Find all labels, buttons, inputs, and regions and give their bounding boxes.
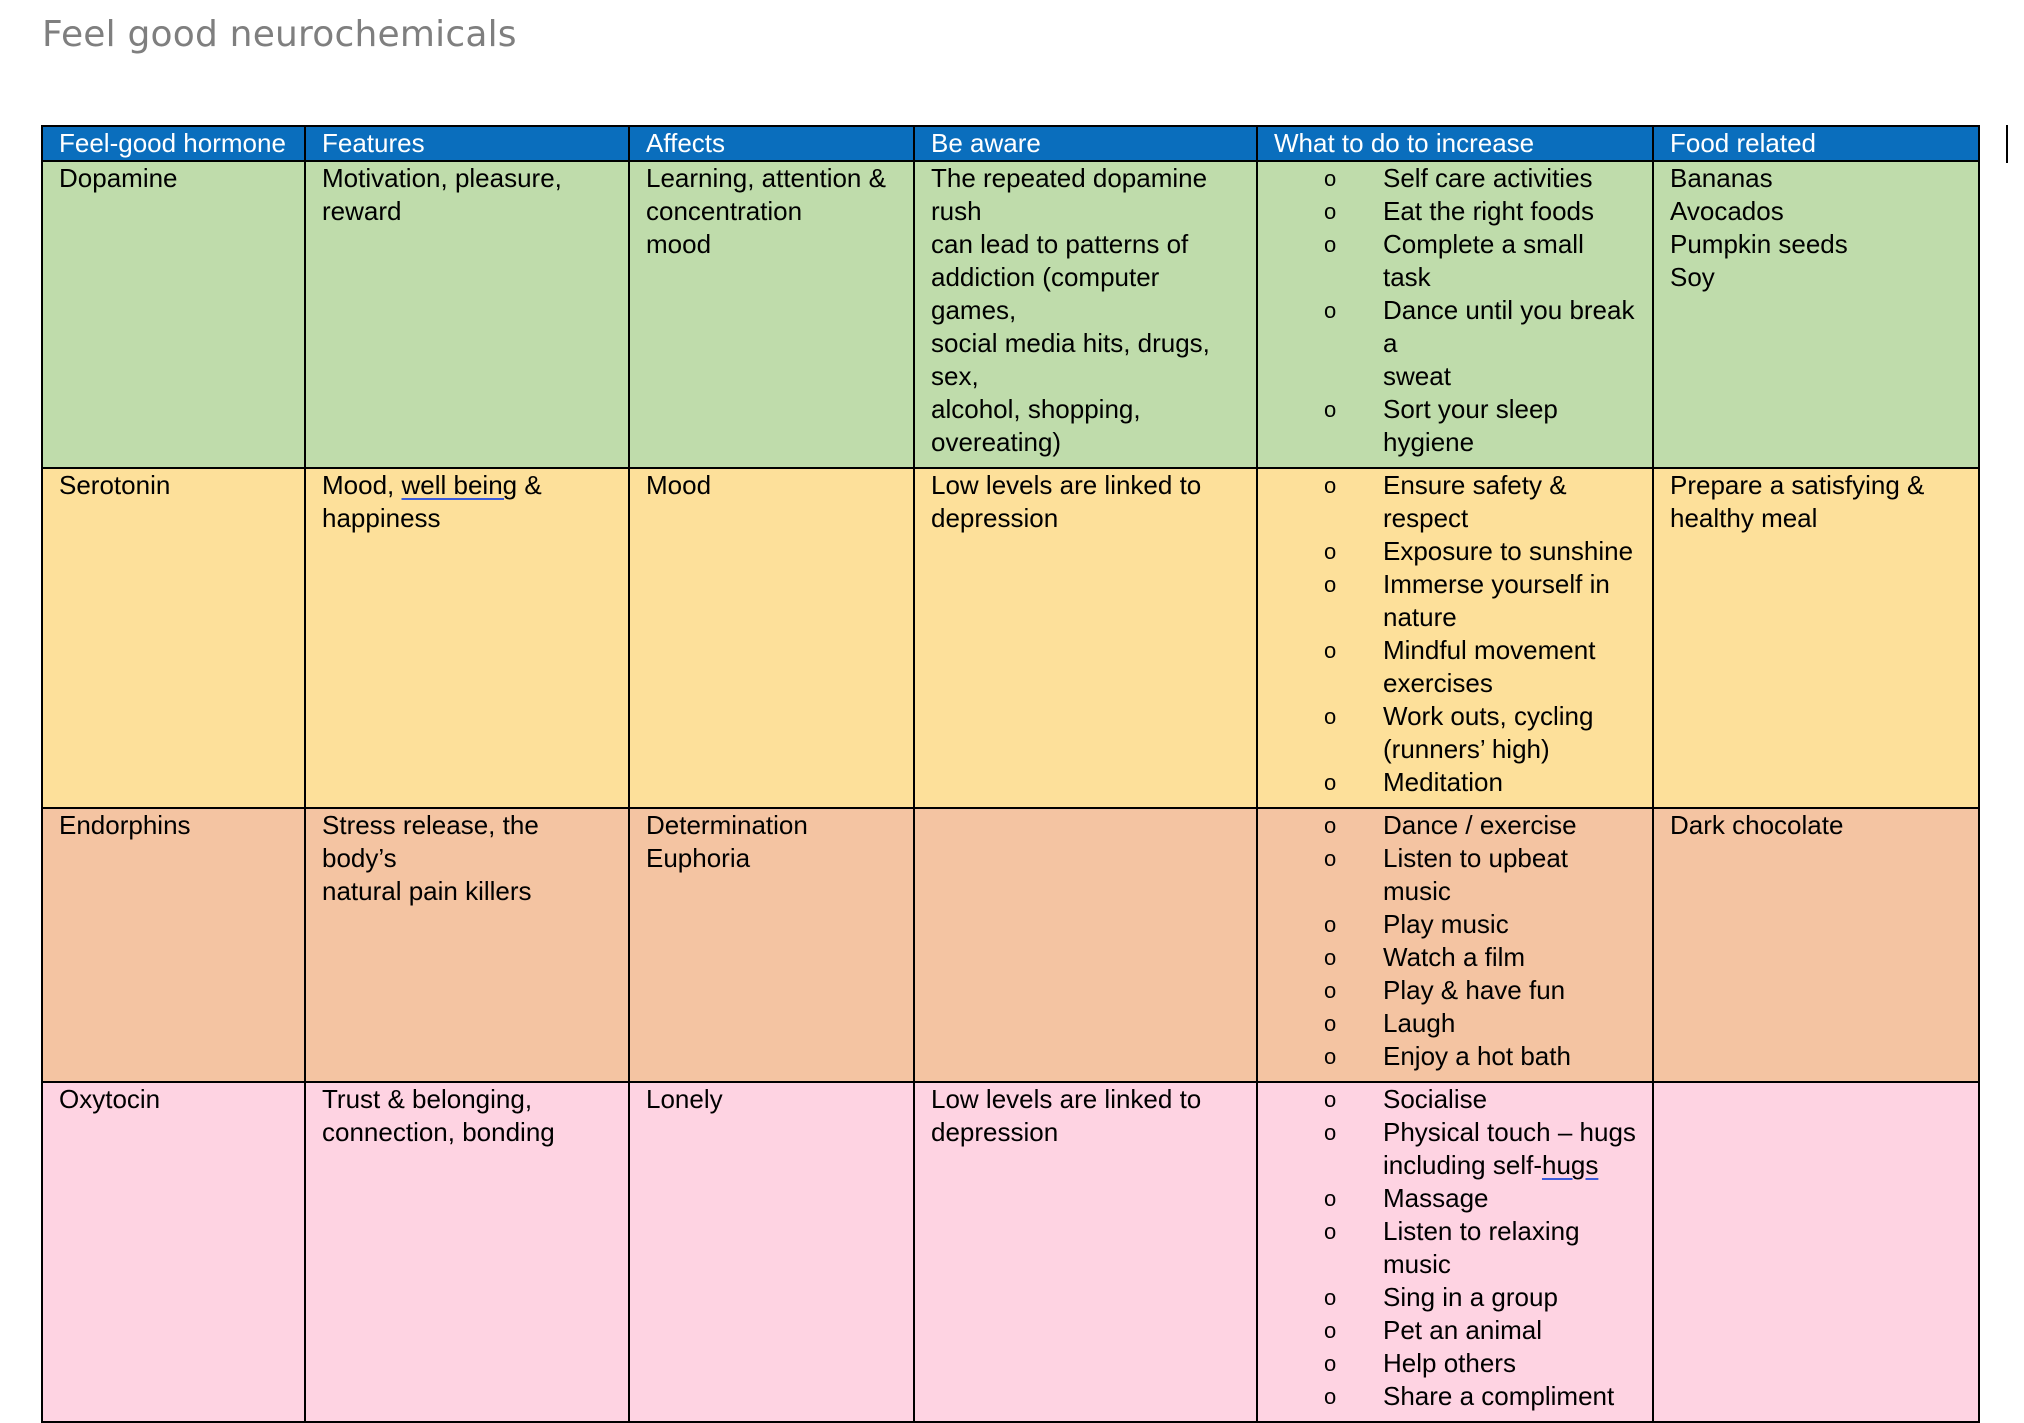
text-line: depression — [931, 1117, 1059, 1147]
text-line: Low levels are linked to — [931, 1084, 1202, 1114]
text-fragment: & — [517, 470, 542, 500]
header-increase: What to do to increase — [1257, 126, 1653, 161]
text-line: Bananas — [1670, 163, 1773, 193]
list-item — [1274, 1040, 1638, 1073]
text-fragment: Mood, — [322, 470, 402, 500]
cell-food — [1653, 468, 1979, 808]
text-line: Work outs, cycling — [1383, 701, 1594, 731]
list-item — [1274, 634, 1638, 700]
text-line: Help others — [1383, 1348, 1516, 1378]
text-line: can lead to patterns of — [931, 229, 1189, 259]
circle-bullet-icon: o — [1324, 298, 1337, 323]
list-item — [1274, 1215, 1638, 1281]
text-line: nature — [1383, 602, 1457, 632]
circle-bullet-icon: o — [1324, 539, 1337, 564]
cell-increase — [1257, 161, 1653, 468]
circle-bullet-icon: o — [1324, 1186, 1337, 1211]
text-line: Mood — [646, 470, 712, 500]
list-item — [1274, 842, 1638, 908]
text-line: Prepare a satisfying & — [1670, 470, 1925, 500]
text-line: social media hits, drugs, sex, — [931, 328, 1210, 391]
spellcheck-underlined-text: well being — [401, 470, 518, 500]
table-row-serotonin — [42, 468, 1979, 808]
hormone-name: Endorphins — [59, 810, 191, 840]
cell-be-aware — [914, 161, 1257, 468]
circle-bullet-icon: o — [1324, 813, 1337, 838]
text-line: Self care activities — [1383, 163, 1593, 193]
cell-be-aware — [914, 1082, 1257, 1422]
cell-affects — [629, 468, 914, 808]
text-line: Meditation — [1383, 767, 1503, 797]
text-line: mood — [646, 229, 712, 259]
list-item — [1274, 228, 1638, 294]
text-fragment: including self- — [1383, 1150, 1542, 1180]
cell-food — [1653, 1082, 1979, 1422]
circle-bullet-icon: o — [1324, 1011, 1337, 1036]
circle-bullet-icon: o — [1324, 704, 1337, 729]
text-line: Trust & belonging, — [322, 1084, 533, 1114]
list-item — [1274, 162, 1638, 195]
circle-bullet-icon: o — [1324, 473, 1337, 498]
cell-increase — [1257, 1082, 1653, 1422]
circle-bullet-icon: o — [1324, 945, 1337, 970]
list-item — [1274, 1116, 1638, 1182]
header-features: Features — [305, 126, 629, 161]
text-line: addiction (computer games, — [931, 262, 1160, 325]
text-line: Euphoria — [646, 843, 751, 873]
cell-increase — [1257, 468, 1653, 808]
header-affects: Affects — [629, 126, 914, 161]
circle-bullet-icon: o — [1324, 846, 1337, 871]
list-item — [1274, 568, 1638, 634]
text-line: Dance / exercise — [1383, 810, 1577, 840]
increase-list — [1274, 162, 1638, 459]
hormone-name: Oxytocin — [59, 1084, 161, 1114]
text-line: Motivation, pleasure, — [322, 163, 562, 193]
text-line: Soy — [1670, 262, 1715, 292]
list-item — [1274, 393, 1638, 459]
list-item — [1274, 809, 1638, 842]
circle-bullet-icon: o — [1324, 1120, 1337, 1145]
list-item — [1274, 1314, 1638, 1347]
neurochemicals-table — [41, 125, 1980, 1423]
list-item — [1274, 974, 1638, 1007]
text-line: Dark chocolate — [1670, 810, 1844, 840]
cell-food — [1653, 808, 1979, 1082]
header-food: Food related — [1653, 126, 1979, 161]
text-line: connection, bonding — [322, 1117, 555, 1147]
list-item — [1274, 941, 1638, 974]
text-line: Mindful movement — [1383, 635, 1596, 665]
text-line: Enjoy a hot bath — [1383, 1041, 1571, 1071]
text-line: Complete a small task — [1383, 229, 1584, 292]
list-item — [1274, 294, 1638, 393]
text-line: Dance until you break a — [1383, 295, 1635, 358]
text-cursor — [2006, 125, 2008, 163]
increase-list — [1274, 1083, 1638, 1413]
circle-bullet-icon: o — [1324, 1219, 1337, 1244]
text-line: Exposure to sunshine — [1383, 536, 1634, 566]
cell-food — [1653, 161, 1979, 468]
text-line: natural pain killers — [322, 876, 532, 906]
circle-bullet-icon: o — [1324, 978, 1337, 1003]
circle-bullet-icon: o — [1324, 166, 1337, 191]
text-line: happiness — [322, 503, 441, 533]
text-line: alcohol, shopping, overeating) — [931, 394, 1141, 457]
cell-affects — [629, 808, 914, 1082]
cell-increase — [1257, 808, 1653, 1082]
circle-bullet-icon: o — [1324, 1384, 1337, 1409]
cell-hormone — [42, 808, 305, 1082]
text-line: Determination — [646, 810, 808, 840]
cell-features — [305, 808, 629, 1082]
circle-bullet-icon: o — [1324, 638, 1337, 663]
text-line: Share a compliment — [1383, 1381, 1615, 1411]
cell-hormone — [42, 161, 305, 468]
cell-be-aware — [914, 808, 1257, 1082]
table-row-endorphins — [42, 808, 1979, 1082]
text-line: Socialise — [1383, 1084, 1488, 1114]
increase-list — [1274, 469, 1638, 799]
cell-hormone — [42, 468, 305, 808]
cell-be-aware — [914, 468, 1257, 808]
spellcheck-underlined-text: hugs — [1541, 1150, 1599, 1180]
circle-bullet-icon: o — [1324, 232, 1337, 257]
text-line: Avocados — [1670, 196, 1784, 226]
text-line: Play music — [1383, 909, 1509, 939]
circle-bullet-icon: o — [1324, 397, 1337, 422]
list-item — [1274, 700, 1638, 766]
table-row-oxytocin — [42, 1082, 1979, 1422]
list-item — [1274, 766, 1638, 799]
text-line: Immerse yourself in — [1383, 569, 1610, 599]
list-item — [1274, 908, 1638, 941]
circle-bullet-icon: o — [1324, 1351, 1337, 1376]
text-line — [1383, 1149, 1638, 1182]
increase-list — [1274, 809, 1638, 1073]
list-item — [1274, 1182, 1638, 1215]
text-line: Play & have fun — [1383, 975, 1566, 1005]
text-line: Learning, attention & — [646, 163, 886, 193]
list-item — [1274, 1380, 1638, 1413]
header-hormone: Feel-good hormone — [42, 126, 305, 161]
list-item — [1274, 535, 1638, 568]
hormone-name: Serotonin — [59, 470, 171, 500]
table-header-row — [42, 126, 1979, 161]
hormone-name: Dopamine — [59, 163, 178, 193]
circle-bullet-icon: o — [1324, 912, 1337, 937]
text-line: The repeated dopamine rush — [931, 163, 1208, 226]
circle-bullet-icon: o — [1324, 1087, 1337, 1112]
text-line: Eat the right foods — [1383, 196, 1595, 226]
list-item — [1274, 1083, 1638, 1116]
cell-affects — [629, 1082, 914, 1422]
cell-affects — [629, 161, 914, 468]
text-line: Lonely — [646, 1084, 723, 1114]
list-item — [1274, 1007, 1638, 1040]
text-line: Ensure safety & respect — [1383, 470, 1567, 533]
list-item — [1274, 469, 1638, 535]
text-line: Stress release, the body’s — [322, 810, 539, 873]
circle-bullet-icon: o — [1324, 770, 1337, 795]
text-line: Sing in a group — [1383, 1282, 1558, 1312]
text-line: Laugh — [1383, 1008, 1456, 1038]
table-row-dopamine — [42, 161, 1979, 468]
text-line: Sort your sleep hygiene — [1383, 394, 1558, 457]
text-line: exercises — [1383, 668, 1493, 698]
text-line: Low levels are linked to — [931, 470, 1202, 500]
text-line: Listen to upbeat music — [1383, 843, 1569, 906]
cell-features — [305, 468, 629, 808]
cell-features — [305, 161, 629, 468]
text-line: reward — [322, 196, 402, 226]
list-item — [1274, 1281, 1638, 1314]
text-line: sweat — [1383, 361, 1451, 391]
page-title: Feel good neurochemicals — [42, 14, 517, 55]
header-be-aware: Be aware — [914, 126, 1257, 161]
circle-bullet-icon: o — [1324, 1044, 1337, 1069]
text-line: concentration — [646, 196, 803, 226]
text-line: Pet an animal — [1383, 1315, 1542, 1345]
circle-bullet-icon: o — [1324, 572, 1337, 597]
text-line — [322, 469, 614, 502]
text-line: Watch a film — [1383, 942, 1526, 972]
list-item — [1274, 195, 1638, 228]
cell-features — [305, 1082, 629, 1422]
text-line: Massage — [1383, 1183, 1489, 1213]
text-line: healthy meal — [1670, 503, 1818, 533]
text-line: depression — [931, 503, 1059, 533]
text-line: Listen to relaxing music — [1383, 1216, 1580, 1279]
text-line: Physical touch – hugs — [1383, 1117, 1636, 1147]
circle-bullet-icon: o — [1324, 1285, 1337, 1310]
list-item — [1274, 1347, 1638, 1380]
text-line: Pumpkin seeds — [1670, 229, 1848, 259]
cell-hormone — [42, 1082, 305, 1422]
circle-bullet-icon: o — [1324, 199, 1337, 224]
circle-bullet-icon: o — [1324, 1318, 1337, 1343]
text-line: (runners’ high) — [1383, 734, 1550, 764]
